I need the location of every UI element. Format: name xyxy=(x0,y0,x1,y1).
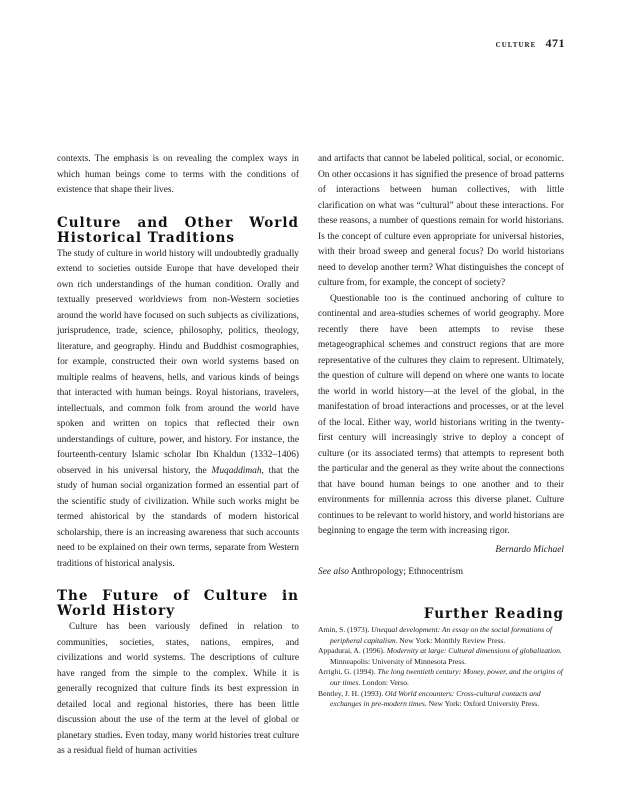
reference-item: Arrighi, G. (1994). The long twentieth century: Money, power, and the origins of our times. London: Verso. xyxy=(318,667,563,687)
paragraph-traditions: The study of culture in world history will undoubtedly gradually extend to societies outside Europe that have developed their own rich understandings of the human condition. Orally and textually preserved worldviews from non-Western societies around the world have focused on such subjects as civilizations, jurisprudence, trade, science, philosophy, politics, theology, literature, and geography. Hindu and Buddhist cosmographies, for example, constructed their own world systems based on multiple realms of heavens, hells, and various kinds of beings that interacted with human beings. Royal historians, travelers, intellectuals, and common folk from around the world have spoken and written on topics that reflected their own understandings of culture, power, and history. For instance, the fourteenth-century Islamic scholar Ibn Khaldun (1332–1406) observed in his universal history, the Muqaddimah, that the study of human social organization formed an essential part of the scientific study of civilization. While such works might be termed ahistorical by the standards of modern historical scholarship, there is an increasing awareness that such accounts need to be explained on their own terms, separate from Western traditions of historical analysis. xyxy=(57,248,300,569)
paragraph-continued: contexts. The emphasis is on revealing the complex ways in which human beings come to terms with the conditions of existence that shape their lives. xyxy=(57,154,299,195)
section-title: culture xyxy=(495,39,537,50)
running-head xyxy=(496,36,565,51)
reference-item: Bentley, J. H. (1993). Old World encounters: Cross-cultural contacts and exchanges in pre-modern times. New York: Oxford University Press. xyxy=(318,688,541,709)
book-title-muqaddimah: Muqaddimah, xyxy=(211,465,264,476)
reference-item: Amin, S. (1973). Unequal development: An essay on the social formations of peripheral capitalism. New York: Monthly Review Press. xyxy=(318,625,552,645)
see-also-links[interactable]: Anthropology; Ethnocentrism xyxy=(350,567,464,577)
right-column xyxy=(318,152,564,710)
reference-item: Appadurai, A. (1996). Modernity at large: Cultural dimensions of globalization. Minneapolis: University of Minnesota Press. xyxy=(318,646,562,666)
paragraph-future: Culture has been variously defined in relation to communities, societies, states, nations, empires, and civilizations and world systems. The descriptions of culture have ranged from the simple to the complex. While it is generally recognized that culture finds its best expression in detailed local and regional histories, there has been little discussion about the use of the term at the level of global or planetary studies. Even today, many world histories treat culture as a residual field of human activities xyxy=(57,622,299,756)
author-signature: Bernardo Michael xyxy=(495,544,564,555)
section-heading-culture-traditions: Culture and Other World Historical Traditions xyxy=(57,214,299,246)
paragraph-questionable: Questionable too is the continued anchoring of culture to continental and area-studies schemes of world geography. More recently there have been attempts to revise these metageographical schemes and construct regions that are more representative of the cultures they claim to represent. Ultimately, the question of culture will depend on where one wants to locate the world in world history—at the level of the global, in the manifestation of broad interactions and processes, or at the level of the local. Either way, world historians writing in the twenty-first century will increasingly strive to deploy a concept of culture (or its associated terms) that attempts to represent both the particular and the general as they write about the connections that have bound human beings to one another and to their environments for millennia across this diverse planet. Culture continues to be relevant to world history, and world historians are beginning to engage the term with increasing rigor. xyxy=(318,293,564,536)
section-heading-future: The Future of Culture in World History xyxy=(57,588,299,619)
paragraph-continued-right: and artifacts that cannot be labeled political, social, or economic. On other occasions it has signified the presence of broad patterns of interactions between human collectives, with little clarification on what was “cultural” about these interactions. For these reasons, a number of questions remain for world historians. Is the concept of culture even appropriate for universal histories, with their broad sweep and general focus? Do world historians need to develop another term? What distinguishes the concept of culture from, for example, the concept of society? xyxy=(318,154,564,288)
left-column xyxy=(57,152,299,760)
see-also: See also Anthropology; Ethnocentrism xyxy=(318,567,464,577)
page-number: 471 xyxy=(545,36,565,50)
reference-list xyxy=(318,625,564,710)
further-reading-heading: Further Reading xyxy=(423,605,564,622)
